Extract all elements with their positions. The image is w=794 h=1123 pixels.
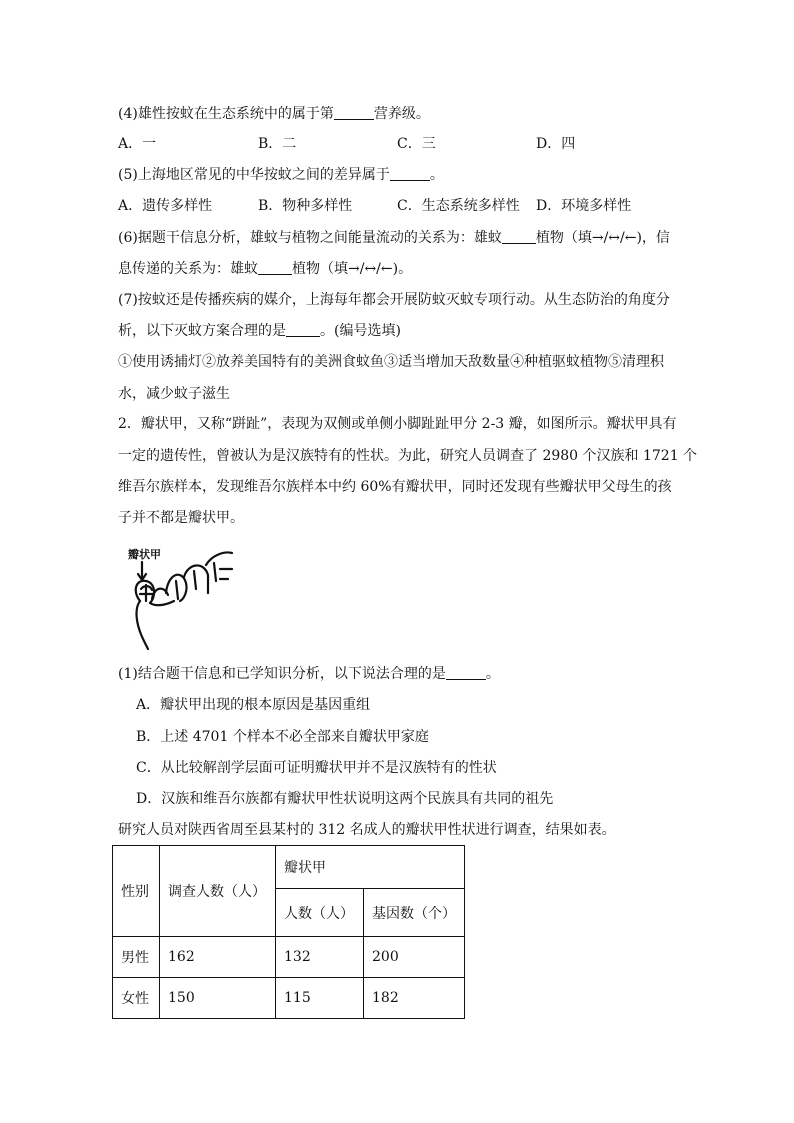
q6-text-end: 植物（填→/↔/←)，信 — [535, 230, 670, 246]
q2-1-option-a[interactable]: A．瓣状甲出现的根本原因是基因重组 — [136, 697, 371, 713]
cell-sex: 男性 — [113, 937, 160, 978]
toe-drawing — [128, 543, 238, 651]
answer-blank[interactable] — [334, 105, 374, 120]
q7-text: 析，以下灭蚊方案合理的是 — [118, 323, 286, 339]
header-people: 人数（人） — [276, 889, 364, 937]
answer-blank[interactable] — [446, 665, 486, 680]
q4-option-c[interactable]: C．三 — [397, 136, 436, 152]
cell-count: 150 — [160, 978, 276, 1019]
question-2-line-1: 2．瓣状甲，又称“跰趾”，表现为双侧或单侧小脚趾趾甲分 2-3 瓣，如图所示。瓣状甲具有 — [118, 416, 677, 432]
header-sex: 性别 — [113, 846, 160, 937]
question-6-line-2 — [118, 259, 412, 279]
cell-sex: 女性 — [113, 978, 160, 1019]
q5-option-c[interactable]: C．生态系统多样性 — [397, 198, 520, 214]
question-7-line-2 — [118, 321, 401, 341]
q4-option-d[interactable]: D．四 — [536, 136, 576, 152]
cell-people: 132 — [276, 937, 364, 978]
q5-option-b[interactable]: B．物种多样性 — [258, 198, 353, 214]
q5-option-d[interactable]: D．环境多样性 — [536, 198, 632, 214]
q6-text-2-end: 植物（填→/↔/←)。 — [292, 261, 413, 277]
question-5 — [118, 165, 444, 185]
q2-1-text-end: 。 — [485, 666, 500, 682]
question-2-1 — [118, 664, 500, 684]
q2-1-option-d[interactable]: D．汉族和维吾尔族都有瓣状甲性状说明这两个民族具有共同的祖先 — [136, 791, 554, 807]
table-row — [113, 937, 465, 978]
q4-option-b[interactable]: B．二 — [258, 136, 297, 152]
q2-1-option-b[interactable]: B．上述 4701 个样本不必全部来自瓣状甲家庭 — [136, 729, 429, 745]
cell-people: 115 — [276, 978, 364, 1019]
q6-text-2: 息传递的关系为：雄蚊 — [118, 261, 258, 277]
q2-1-option-c[interactable]: C．从比较解剖学层面可证明瓣状甲并不是汉族特有的性状 — [136, 760, 497, 776]
answer-blank[interactable] — [390, 166, 430, 181]
cell-genes: 182 — [364, 978, 465, 1019]
question-7-line-4: 水，减少蚊子滋生 — [118, 386, 230, 402]
q5-option-a[interactable]: A．遗传多样性 — [118, 198, 213, 214]
q4-text: (4)雄性按蚊在生态系统中的属于第 — [118, 106, 334, 122]
q5-text-end: 。 — [429, 167, 444, 183]
question-7-line-1: (7)按蚊还是传播疾病的媒介，上海每年都会开展防蚊灭蚊专项行动。从生态防治的角度分 — [118, 292, 670, 308]
question-2-line-2: 一定的遗传性，曾被认为是汉族特有的性状。为此，研究人员调查了 2980 个汉族和 1721 个 — [118, 448, 698, 464]
survey-table — [112, 845, 465, 1019]
survey-intro: 研究人员对陕西省周至县某村的 312 名成人的瓣状甲性状进行调查，结果如表。 — [118, 822, 616, 838]
q4-option-a[interactable]: A．一 — [118, 136, 157, 152]
cell-count: 162 — [160, 937, 276, 978]
header-split-nail: 瓣状甲 — [276, 846, 465, 889]
split-nail-figure — [128, 543, 238, 651]
q4-text-end: 营养级。 — [373, 106, 430, 122]
q7-text-end: 。(编号选填) — [320, 323, 401, 339]
answer-blank[interactable] — [502, 229, 536, 244]
answer-blank[interactable] — [258, 260, 292, 275]
question-2-line-3: 维吾尔族样本，发现维吾尔族样本中约 60%有瓣状甲，同时还发现有些瓣状甲父母生的孩 — [118, 479, 672, 495]
table-row — [113, 978, 465, 1019]
answer-blank[interactable] — [286, 322, 320, 337]
q6-text: (6)据题干信息分析，雄蚊与植物之间能量流动的关系为：雄蚊 — [118, 230, 502, 246]
header-genes: 基因数（个） — [364, 889, 465, 937]
q2-1-text: (1)结合题干信息和已学知识分析，以下说法合理的是 — [118, 666, 446, 682]
question-2-line-4: 子并不都是瓣状甲。 — [118, 510, 244, 526]
figure-label: 瓣状甲 — [128, 548, 161, 561]
cell-genes: 200 — [364, 937, 465, 978]
question-4 — [118, 104, 430, 124]
question-7-line-3: ①使用诱捕灯②放养美国特有的美洲食蚊鱼③适当增加天敌数量④种植驱蚊植物⑤清理积 — [118, 354, 664, 370]
header-count: 调查人数（人） — [160, 846, 276, 937]
q5-text: (5)上海地区常见的中华按蚊之间的差异属于 — [118, 167, 390, 183]
question-6-line-1 — [118, 228, 670, 248]
